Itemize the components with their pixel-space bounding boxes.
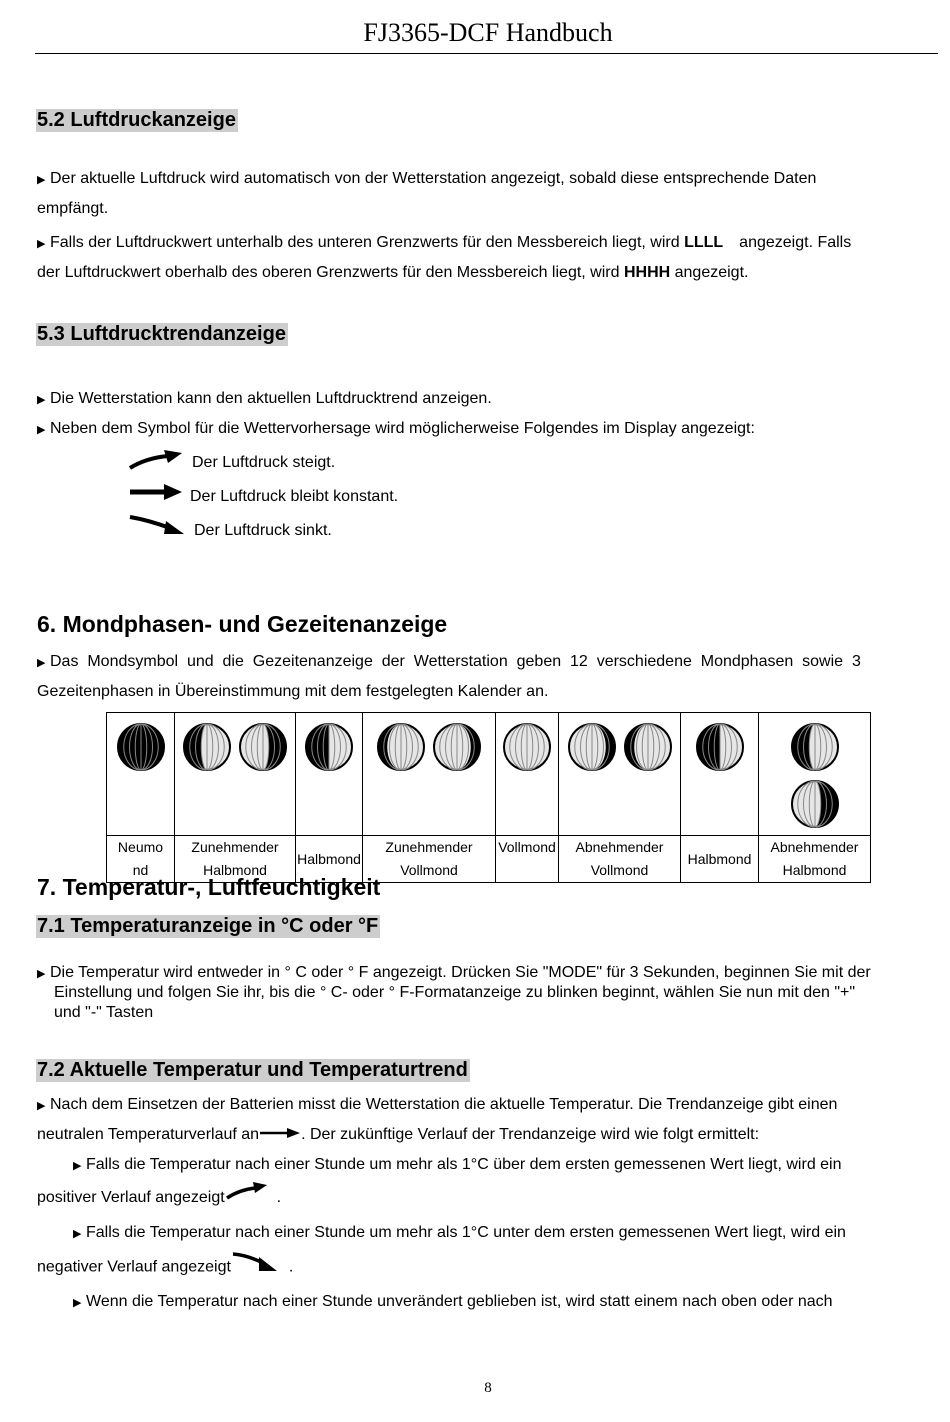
s72-line-5: ▶ Falls die Temperatur nach einer Stunde um mehr als 1°C unter dem ersten gemessenen Wert liegt, wird ein bbox=[73, 1223, 846, 1244]
trend-rising-small-arrow-icon bbox=[225, 1180, 269, 1205]
moon-phase-icon bbox=[566, 721, 618, 773]
moon-cell-1 bbox=[175, 713, 296, 836]
moon-phase-icon bbox=[694, 721, 746, 773]
page-header-title: FJ3365-DCF Handbuch bbox=[363, 18, 613, 47]
s71-line-3: und "-" Tasten bbox=[54, 1004, 154, 1021]
moon-cell-3 bbox=[363, 713, 496, 836]
moon-caption: Halbmond bbox=[681, 836, 759, 883]
page-number: 8 bbox=[484, 1380, 492, 1396]
s72-line-3: ▶ Falls die Temperatur nach einer Stunde um mehr als 1°C über dem ersten gemessenen Wert liegt, wird ein bbox=[73, 1155, 842, 1176]
moon-icon-row bbox=[107, 713, 871, 836]
moon-caption: Zunehmender Vollmond bbox=[363, 836, 496, 883]
moon-phase-icon bbox=[789, 721, 841, 773]
s52-line-1: ▶ Der aktuelle Luftdruck wird automatisch von der Wetterstation angezeigt, sobald diese entsprechende Daten bbox=[37, 169, 816, 190]
bullet-icon: ▶ bbox=[73, 1228, 82, 1240]
moon-caption: Halbmond bbox=[296, 836, 363, 883]
moon-phase-icon bbox=[622, 721, 674, 773]
trend-steady-label: Der Luftdruck bleibt konstant. bbox=[190, 488, 399, 505]
moon-caption: Abnehmender Halbmond bbox=[759, 836, 871, 883]
bullet-icon: ▶ bbox=[73, 1297, 82, 1309]
s52-line-3: ▶ Falls der Luftdruckwert unterhalb des unteren Grenzwerts für den Messbereich liegt, wird LLLL angezeigt. Falls bbox=[37, 233, 851, 254]
trend-falling-arrow-icon bbox=[128, 514, 186, 541]
section-7-1-heading bbox=[36, 914, 380, 939]
moon-phase-icon bbox=[237, 721, 289, 773]
moon-phase-icon bbox=[431, 721, 483, 773]
section-heading-text: 5.3 Luftdrucktrendanzeige bbox=[37, 323, 286, 345]
moon-phase-icon bbox=[303, 721, 355, 773]
section-5-3-heading bbox=[36, 322, 288, 347]
s71-line-1: ▶ Die Temperatur wird entweder in ° C oder ° F angezeigt. Drücken Sie "MODE" für 3 Sekunden, beginnen Sie mit der bbox=[37, 963, 871, 984]
trend-rising-arrow-icon bbox=[128, 448, 184, 475]
section-6-heading: 6. Mondphasen- und Gezeitenanzeige bbox=[37, 611, 448, 637]
s72-line-4: positiver Verlauf angezeigt . bbox=[37, 1188, 281, 1207]
bullet-icon: ▶ bbox=[37, 174, 46, 186]
s72-line-2: neutralen Temperaturverlauf an . Der zukünftige Verlauf der Trendanzeige wird wie folgt ermittelt: bbox=[37, 1126, 760, 1143]
bullet-icon: ▶ bbox=[73, 1160, 82, 1172]
trend-falling-label: Der Luftdruck sinkt. bbox=[194, 522, 332, 539]
moon-phase-icon bbox=[789, 778, 841, 830]
bullet-icon: ▶ bbox=[37, 657, 46, 669]
s52-line-2: empfängt. bbox=[37, 200, 109, 217]
moon-caption: Vollmond bbox=[496, 836, 559, 883]
section-heading-text: 5.2 Luftdruckanzeige bbox=[37, 109, 236, 131]
bullet-icon: ▶ bbox=[37, 1100, 46, 1112]
moon-phase-table bbox=[106, 712, 871, 883]
s6-line-2: Gezeitenphasen in Übereinstimmung mit dem festgelegten Kalender an. bbox=[37, 683, 549, 700]
moon-phase-icon bbox=[501, 721, 553, 773]
s71-line-2: Einstellung und folgen Sie ihr, bis die ° C- oder ° F-Formatanzeige zu blinken beginnt, wählen Sie nun mit den "+" bbox=[54, 984, 856, 1001]
s52-line-4: der Luftdruckwert oberhalb des oberen Grenzwerts für den Messbereich liegt, wird HHHH angezeigt. bbox=[37, 264, 749, 281]
moon-phase-icon bbox=[115, 721, 167, 773]
s72-line-7: ▶ Wenn die Temperatur nach einer Stunde unverändert geblieben ist, wird statt einem nach oben oder nach bbox=[73, 1292, 833, 1313]
trend-neutral-arrow-icon bbox=[259, 1125, 301, 1144]
s6-line-1: ▶ Das Mondsymbol und die Gezeitenanzeige der Wetterstation geben 12 verschiedene Mondphasen sowie 3 bbox=[37, 652, 861, 673]
moon-cell-5 bbox=[559, 713, 681, 836]
hhhh-code: HHHH bbox=[623, 264, 671, 281]
trend-falling-small-arrow-icon bbox=[231, 1251, 279, 1278]
header-rule bbox=[35, 53, 938, 54]
moon-phase-icon bbox=[375, 721, 427, 773]
trend-steady-arrow-icon bbox=[128, 482, 184, 507]
section-heading-text: 7.1 Temperaturanzeige in °C oder °F bbox=[37, 915, 379, 937]
section-heading-text: 7.2 Aktuelle Temperatur und Temperaturtrend bbox=[37, 1059, 468, 1081]
moon-caption: Abnehmender Vollmond bbox=[559, 836, 681, 883]
section-7-heading: 7. Temperatur-, Luftfeuchtigkeit bbox=[37, 874, 381, 900]
s72-line-6: negativer Verlauf angezeigt . bbox=[37, 1257, 293, 1278]
bullet-icon: ▶ bbox=[37, 968, 46, 980]
section-7-2-heading bbox=[36, 1058, 470, 1083]
bullet-icon: ▶ bbox=[37, 394, 46, 406]
moon-caption: Neumo nd bbox=[107, 836, 175, 883]
section-5-2-heading bbox=[36, 108, 238, 133]
moon-cell-7 bbox=[759, 713, 871, 836]
moon-cell-0 bbox=[107, 713, 175, 836]
s53-line-1: ▶ Die Wetterstation kann den aktuellen Luftdrucktrend anzeigen. bbox=[37, 389, 492, 410]
s53-line-2: ▶ Neben dem Symbol für die Wettervorhersage wird möglicherweise Folgendes im Display angezeigt: bbox=[37, 419, 755, 440]
trend-rising-label: Der Luftdruck steigt. bbox=[192, 454, 336, 471]
bullet-icon: ▶ bbox=[37, 238, 46, 250]
s72-line-1: ▶ Nach dem Einsetzen der Batterien misst die Wetterstation die aktuelle Temperatur. Die Trendanzeige gibt einen bbox=[37, 1095, 837, 1116]
bullet-icon: ▶ bbox=[37, 424, 46, 436]
moon-caption: Zunehmender Halbmond bbox=[175, 836, 296, 883]
moon-phase-icon bbox=[181, 721, 233, 773]
moon-cell-4 bbox=[496, 713, 559, 836]
moon-cell-2 bbox=[296, 713, 363, 836]
llll-code: LLLL bbox=[684, 234, 724, 251]
moon-cell-6 bbox=[681, 713, 759, 836]
